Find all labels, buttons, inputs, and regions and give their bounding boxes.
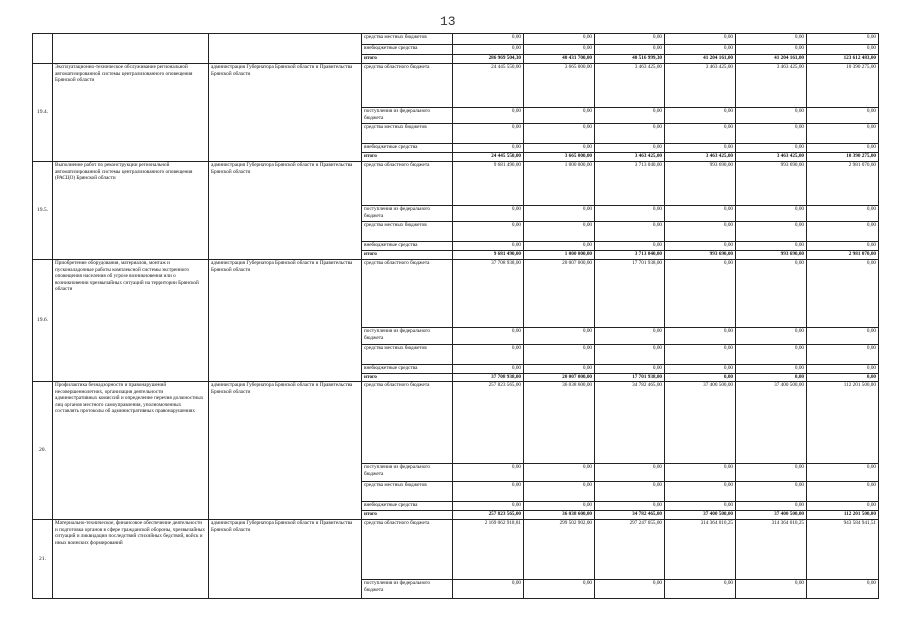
- value-cell: 993 690,00: [736, 251, 807, 260]
- value-cell: 993 690,00: [665, 162, 736, 206]
- value-cell: 0,00: [595, 45, 665, 55]
- value-cell: 0,00: [807, 108, 879, 124]
- value-cell: 0,00: [807, 260, 879, 328]
- value-cell: 112 201 500,00: [807, 382, 879, 464]
- value-cell: 0,00: [453, 345, 524, 365]
- source-label: поступления из федерального бюджета: [362, 108, 453, 124]
- value-cell: 0,00: [665, 260, 736, 328]
- value-cell: 0,00: [524, 108, 595, 124]
- value-cell: 299 502 902,00: [524, 520, 595, 580]
- value-cell: 314 364 010,25: [736, 520, 807, 580]
- value-cell: 0,00: [524, 124, 595, 144]
- value-cell: 0,00: [807, 374, 879, 382]
- source-label: внебюджетные средства: [362, 45, 453, 55]
- value-cell: 993 690,00: [665, 251, 736, 260]
- value-cell: 0,00: [524, 45, 595, 55]
- source-label: средства местных бюджетов: [362, 34, 453, 45]
- value-cell: 0,00: [736, 45, 807, 55]
- source-label: внебюджетные средства: [362, 144, 453, 153]
- value-cell: 3 713 040,00: [595, 251, 665, 260]
- value-cell: 257 823 565,00: [453, 382, 524, 464]
- organization-cell: администрация Губернатора Брянской области и Правительства Брянской области: [209, 162, 362, 260]
- page-number: 13: [440, 14, 456, 29]
- source-label: поступления из федерального бюджета: [362, 206, 453, 222]
- value-cell: 0,00: [524, 242, 595, 251]
- row-number-cell: 19.4.: [33, 64, 53, 162]
- value-cell: 0,00: [665, 502, 736, 511]
- description-cell: Профилактика безнадзорности и правонарушений несовершеннолетних, организация деятельности административных комиссий и определение перечня должностных лиц органов местного самоуправления, уполномоченных составлять протоколы об административных правонарушениях: [53, 382, 209, 520]
- value-cell: 0,00: [665, 124, 736, 144]
- value-cell: 37 400 500,00: [665, 511, 736, 520]
- value-cell: 0,00: [595, 482, 665, 502]
- description-cell: [53, 34, 209, 64]
- value-cell: 0,00: [665, 345, 736, 365]
- value-cell: 0,00: [736, 124, 807, 144]
- table-row: [33, 260, 879, 328]
- organization-cell: [209, 34, 362, 64]
- value-cell: 3 463 425,00: [665, 64, 736, 108]
- value-cell: 37 708 938,00: [453, 260, 524, 328]
- source-label: средства местных бюджетов: [362, 124, 453, 144]
- value-cell: 3 713 040,00: [595, 162, 665, 206]
- description-cell: Эксплуатационно-техническое обслуживание региональной автоматизированной системы централизованного оповещения Брянской области: [53, 64, 209, 162]
- value-cell: 0,00: [595, 345, 665, 365]
- value-cell: 0,00: [807, 328, 879, 345]
- value-cell: 993 690,00: [736, 162, 807, 206]
- value-cell: 0,00: [736, 580, 807, 599]
- value-cell: 2 169 062 918,81: [453, 520, 524, 580]
- value-cell: 17 701 938,00: [595, 374, 665, 382]
- value-cell: 0,00: [595, 34, 665, 45]
- value-cell: 0,00: [524, 365, 595, 374]
- source-label: внебюджетные средства: [362, 242, 453, 251]
- value-cell: 0,00: [807, 482, 879, 502]
- value-cell: 36 038 600,00: [524, 382, 595, 464]
- value-cell: 0,00: [453, 45, 524, 55]
- table-row: [33, 382, 879, 464]
- value-cell: 0,00: [665, 108, 736, 124]
- value-cell: 112 201 500,00: [807, 511, 879, 520]
- value-cell: 0,00: [807, 242, 879, 251]
- value-cell: 0,00: [807, 45, 879, 55]
- value-cell: 0,00: [807, 124, 879, 144]
- value-cell: 0,00: [524, 345, 595, 365]
- row-number-cell: [33, 34, 53, 64]
- value-cell: 0,00: [736, 222, 807, 242]
- table-row: [33, 64, 879, 108]
- source-label: итого: [362, 511, 453, 520]
- value-cell: 36 038 600,00: [524, 511, 595, 520]
- value-cell: 314 364 010,25: [665, 520, 736, 580]
- value-cell: 0,00: [807, 464, 879, 482]
- value-cell: 0,00: [736, 206, 807, 222]
- value-cell: 0,00: [736, 502, 807, 511]
- value-cell: 0,00: [665, 464, 736, 482]
- value-cell: 0,00: [524, 464, 595, 482]
- value-cell: 0,00: [453, 34, 524, 45]
- value-cell: 0,00: [736, 34, 807, 45]
- source-label: средства местных бюджетов: [362, 482, 453, 502]
- value-cell: 3 463 425,00: [665, 153, 736, 162]
- source-label: поступления из федерального бюджета: [362, 328, 453, 345]
- value-cell: 0,00: [524, 580, 595, 599]
- value-cell: 0,00: [524, 34, 595, 45]
- value-cell: 3 463 425,00: [595, 64, 665, 108]
- table-row: [33, 34, 879, 45]
- source-label: средства областного бюджета: [362, 162, 453, 206]
- value-cell: 257 823 565,00: [453, 511, 524, 520]
- organization-cell: администрация Губернатора Брянской области и Правительства Брянской области: [209, 382, 362, 520]
- description-cell: Выполнение работ по реконструкции региональной автоматизированной системы централизованного оповещения (РАСЦО) Брянской области: [53, 162, 209, 260]
- value-cell: 3 463 425,00: [736, 153, 807, 162]
- value-cell: 0,00: [736, 345, 807, 365]
- value-cell: 0,00: [736, 374, 807, 382]
- value-cell: 2 981 070,00: [807, 162, 879, 206]
- source-label: итого: [362, 251, 453, 260]
- value-cell: 37 708 938,00: [453, 374, 524, 382]
- source-label: средства местных бюджетов: [362, 345, 453, 365]
- value-cell: 0,00: [665, 45, 736, 55]
- value-cell: 0,00: [595, 464, 665, 482]
- value-cell: 37 400 500,00: [736, 511, 807, 520]
- value-cell: 0,00: [453, 108, 524, 124]
- value-cell: 0,00: [665, 580, 736, 599]
- value-cell: 0,00: [524, 328, 595, 345]
- value-cell: 34 782 465,00: [595, 511, 665, 520]
- value-cell: 0,00: [453, 206, 524, 222]
- value-cell: 0,00: [524, 222, 595, 242]
- source-label: внебюджетные средства: [362, 502, 453, 511]
- source-label: средства областного бюджета: [362, 520, 453, 580]
- value-cell: 0,00: [453, 144, 524, 153]
- value-cell: 10 390 275,00: [807, 64, 879, 108]
- value-cell: 2 981 070,00: [807, 251, 879, 260]
- source-label: итого: [362, 55, 453, 64]
- value-cell: 0,00: [595, 144, 665, 153]
- budget-table: [32, 33, 879, 599]
- source-label: средства областного бюджета: [362, 382, 453, 464]
- value-cell: 0,00: [524, 206, 595, 222]
- row-number-cell: 19.5.: [33, 162, 53, 260]
- value-cell: 0,00: [453, 482, 524, 502]
- value-cell: 0,00: [453, 328, 524, 345]
- value-cell: 9 681 490,00: [453, 162, 524, 206]
- source-label: средства областного бюджета: [362, 64, 453, 108]
- row-number-cell: 21.: [33, 520, 53, 599]
- value-cell: 0,00: [736, 464, 807, 482]
- value-cell: 0,00: [807, 206, 879, 222]
- value-cell: 24 445 550,00: [453, 153, 524, 162]
- value-cell: 0,00: [453, 502, 524, 511]
- value-cell: 0,00: [665, 374, 736, 382]
- organization-cell: администрация Губернатора Брянской области и Правительства Брянской области: [209, 64, 362, 162]
- value-cell: 0,00: [524, 144, 595, 153]
- value-cell: 0,00: [665, 206, 736, 222]
- value-cell: 0,00: [807, 144, 879, 153]
- value-cell: 0,00: [453, 222, 524, 242]
- value-cell: 40 516 999,30: [595, 55, 665, 64]
- value-cell: 37 400 500,00: [665, 382, 736, 464]
- value-cell: 40 431 700,00: [524, 55, 595, 64]
- value-cell: 0,00: [595, 124, 665, 144]
- value-cell: 0,00: [736, 328, 807, 345]
- value-cell: 0,00: [595, 502, 665, 511]
- value-cell: 0,00: [736, 242, 807, 251]
- value-cell: 0,00: [595, 206, 665, 222]
- value-cell: 0,00: [453, 124, 524, 144]
- value-cell: 0,00: [453, 580, 524, 599]
- value-cell: 0,00: [595, 328, 665, 345]
- source-label: внебюджетные средства: [362, 365, 453, 374]
- value-cell: 0,00: [453, 242, 524, 251]
- table-row: [33, 162, 879, 206]
- value-cell: 0,00: [807, 580, 879, 599]
- organization-cell: администрация Губернатора Брянской области и Правительства Брянской области: [209, 520, 362, 599]
- value-cell: 3 665 000,00: [524, 64, 595, 108]
- value-cell: 0,00: [736, 108, 807, 124]
- value-cell: 10 390 275,00: [807, 153, 879, 162]
- value-cell: 123 612 483,00: [807, 55, 879, 64]
- value-cell: 37 400 500,00: [736, 382, 807, 464]
- value-cell: 0,00: [595, 365, 665, 374]
- value-cell: 0,00: [736, 260, 807, 328]
- value-cell: 0,00: [665, 144, 736, 153]
- value-cell: 297 247 055,00: [595, 520, 665, 580]
- value-cell: 0,00: [453, 464, 524, 482]
- description-cell: Приобретение оборудования, материалов, монтаж и пусконаладочные работы комплексной системы экстренного оповещения населения об угрозе возникновения или о возникновении чрезвычайных ситуаций на территории Брянской области: [53, 260, 209, 382]
- value-cell: 0,00: [665, 328, 736, 345]
- value-cell: 1 000 000,00: [524, 251, 595, 260]
- value-cell: 20 007 000,00: [524, 374, 595, 382]
- value-cell: 0,00: [595, 242, 665, 251]
- source-label: поступления из федерального бюджета: [362, 580, 453, 599]
- value-cell: 286 969 504,30: [453, 55, 524, 64]
- value-cell: 0,00: [453, 365, 524, 374]
- value-cell: 0,00: [524, 482, 595, 502]
- value-cell: 0,00: [595, 580, 665, 599]
- value-cell: 0,00: [807, 34, 879, 45]
- value-cell: 0,00: [665, 482, 736, 502]
- value-cell: 34 782 465,00: [595, 382, 665, 464]
- value-cell: 1 000 000,00: [524, 162, 595, 206]
- value-cell: 20 007 000,00: [524, 260, 595, 328]
- value-cell: 0,00: [736, 144, 807, 153]
- value-cell: 0,00: [736, 482, 807, 502]
- value-cell: 0,00: [665, 34, 736, 45]
- value-cell: 0,00: [665, 222, 736, 242]
- source-label: средства областного бюджета: [362, 260, 453, 328]
- value-cell: 24 445 550,00: [453, 64, 524, 108]
- value-cell: 0,00: [807, 222, 879, 242]
- value-cell: 9 681 490,00: [453, 251, 524, 260]
- value-cell: 0,00: [595, 222, 665, 242]
- value-cell: 0,00: [736, 365, 807, 374]
- value-cell: 0,00: [665, 242, 736, 251]
- value-cell: 41 204 161,00: [665, 55, 736, 64]
- value-cell: 3 463 425,00: [736, 64, 807, 108]
- source-label: итого: [362, 153, 453, 162]
- source-label: поступления из федерального бюджета: [362, 464, 453, 482]
- value-cell: 0,00: [595, 108, 665, 124]
- table-row: [33, 520, 879, 580]
- value-cell: 3 665 000,00: [524, 153, 595, 162]
- value-cell: 17 701 938,00: [595, 260, 665, 328]
- value-cell: 0,00: [807, 502, 879, 511]
- row-number-cell: 19.6.: [33, 260, 53, 382]
- value-cell: 0,00: [807, 345, 879, 365]
- source-label: итого: [362, 374, 453, 382]
- value-cell: 3 463 425,00: [595, 153, 665, 162]
- organization-cell: администрация Губернатора Брянской области и Правительства Брянской области: [209, 260, 362, 382]
- source-label: средства местных бюджетов: [362, 222, 453, 242]
- value-cell: 0,00: [665, 365, 736, 374]
- value-cell: 0,00: [524, 502, 595, 511]
- value-cell: 0,00: [807, 365, 879, 374]
- value-cell: 943 584 941,51: [807, 520, 879, 580]
- value-cell: 41 204 161,00: [736, 55, 807, 64]
- description-cell: Материально-техническое, финансовое обеспечение деятельности и подготовка органов в сфере гражданской обороны, чрезвычайных ситуаций и ликвидации последствий стихийных бедствий, войск и иных воинских формирований: [53, 520, 209, 599]
- row-number-cell: 20.: [33, 382, 53, 520]
